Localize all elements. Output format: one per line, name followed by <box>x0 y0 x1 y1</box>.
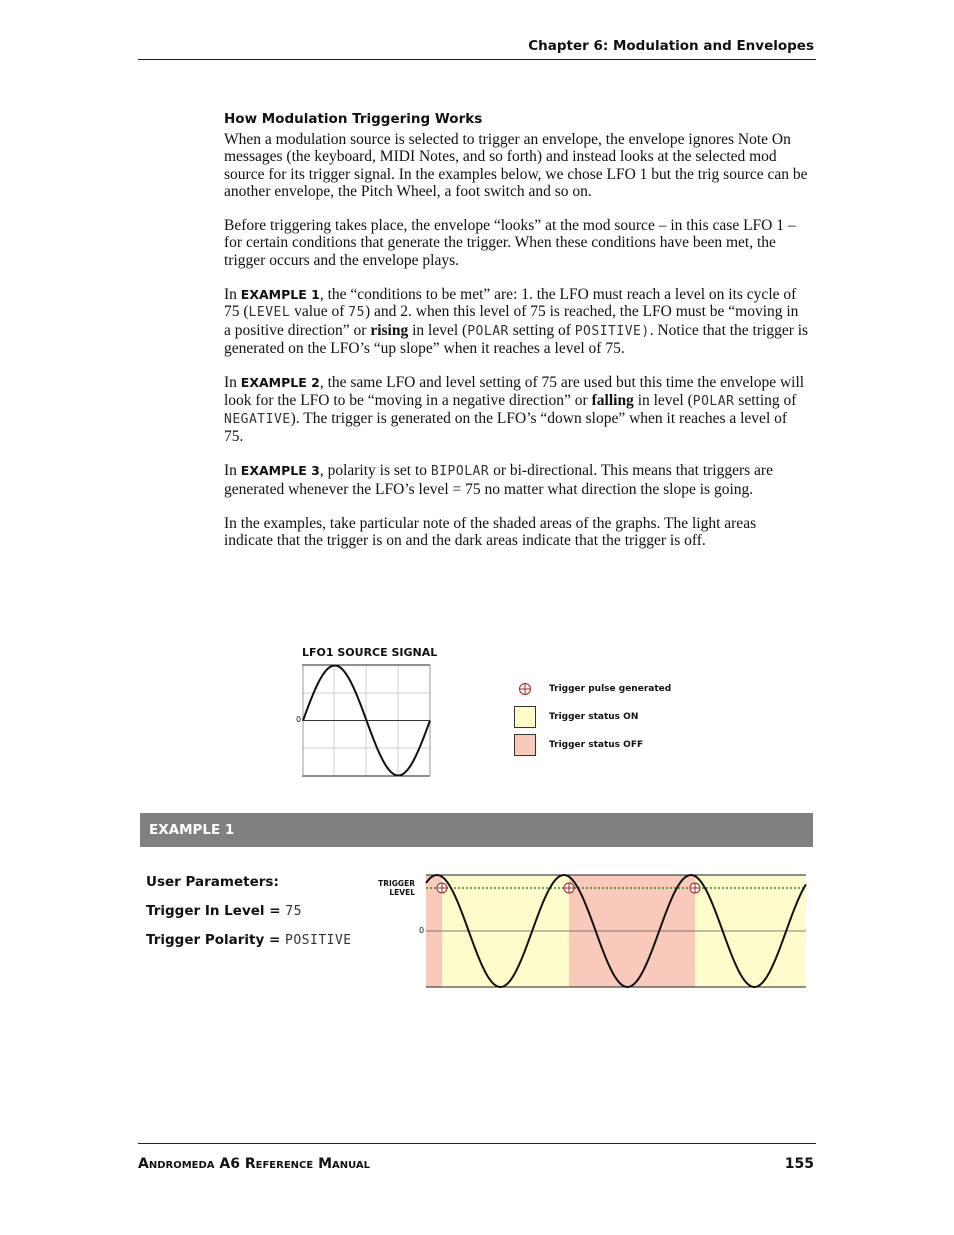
lcd-text: 75 <box>348 305 365 321</box>
chapter-header: Chapter 6: Modulation and Envelopes <box>528 38 814 54</box>
legend-on-swatch <box>514 706 536 728</box>
example-3-keyword: EXAMPLE 3 <box>240 463 320 479</box>
lfo-source-signal-graph <box>302 662 432 780</box>
example-1-banner <box>140 813 813 847</box>
lcd-text: POSITIVE) <box>574 323 650 339</box>
example-zero-label: 0 <box>419 926 425 935</box>
example-1-title: EXAMPLE 1 <box>149 822 235 838</box>
trigger-pulse-icon <box>518 682 532 696</box>
footer-manual-title: Andromeda A6 Reference Manual <box>138 1156 371 1172</box>
legend-on-label: Trigger status ON <box>549 712 639 722</box>
lcd-text: POLAR <box>467 323 509 339</box>
example-1-trigger-graph <box>424 873 808 989</box>
section-heading: How Modulation Triggering Works <box>224 111 483 127</box>
trigger-level-value: 75 <box>285 904 302 919</box>
page-number: 155 <box>784 1156 814 1172</box>
body-text <box>224 131 809 567</box>
legend-pulse-label: Trigger pulse generated <box>549 684 672 694</box>
lfo-zero-label: 0 <box>296 715 302 724</box>
lcd-text: POLAR <box>692 393 735 409</box>
lcd-text: NEGATIVE <box>224 411 291 427</box>
example-2-keyword: EXAMPLE 2 <box>240 375 320 391</box>
trigger-level-axis-label: TRIGGER LEVEL <box>378 879 415 897</box>
paragraph-1: When a modulation source is selected to trigger an envelope, the envelope ignores Note On messages (the keyboard, MIDI Notes, and so forth) and instead looks at the selected mod source for its trigger signal. In the examples below, we chose LFO 1 but the trig source can be another envelope, the Pitch Wheel, a foot switch and so on. <box>224 131 808 200</box>
trigger-pulse-marker <box>437 883 447 893</box>
user-parameters-heading: User Parameters: <box>146 874 279 890</box>
trigger-polarity-param: Trigger Polarity = POSITIVE <box>146 932 352 948</box>
paragraph-3: In EXAMPLE 1, the “conditions to be met” are: 1. the LFO must reach a level on its cycle of 75 (LEVEL value of 75) and 2. when this level of 75 is reached, the LFO must be “moving in a positive direction” or rising in level (POLAR setting of POSITIVE). Notice that the trigger is generated on the LFO’s “up slope” when it reaches a level of 75. <box>224 286 809 357</box>
lcd-text: LEVEL <box>248 305 291 321</box>
trigger-pulse-marker <box>564 883 574 893</box>
example-1-keyword: EXAMPLE 1 <box>240 287 320 303</box>
trigger-level-param: Trigger In Level = 75 <box>146 903 302 919</box>
header-rule <box>138 59 816 60</box>
paragraph-6: In the examples, take particular note of the shaded areas of the graphs. The light areas indicate that the trigger is on and the dark areas indicate that the trigger is off. <box>224 515 757 550</box>
lcd-text: BIPOLAR <box>430 464 490 480</box>
paragraph-4: In EXAMPLE 2, the same LFO and level setting of 75 are used but this time the envelope will look for the LFO to be “moving in a negative direction” or falling in level (POLAR setting of NEGATIVE). The trigger is generated on the LFO’s “down slope” when it reaches a level of 75. <box>224 374 805 446</box>
footer-rule <box>138 1143 816 1144</box>
lfo-figure-title: LFO1 SOURCE SIGNAL <box>302 646 438 659</box>
legend-off-label: Trigger status OFF <box>549 740 644 750</box>
paragraph-5: In EXAMPLE 3, polarity is set to BIPOLAR or bi-directional. This means that triggers are generated whenever the LFO’s level = 75 no matter what direction the slope is going. <box>224 462 773 498</box>
trigger-pulse-marker <box>690 883 700 893</box>
legend-off-swatch <box>514 734 536 756</box>
trigger-polarity-value: POSITIVE <box>285 933 352 948</box>
paragraph-2: Before triggering takes place, the envelope “looks” at the mod source – in this case LFO 1 – for certain conditions that generate the trigger. When these conditions have been met, the trigger occurs and the envelope plays. <box>224 217 796 269</box>
